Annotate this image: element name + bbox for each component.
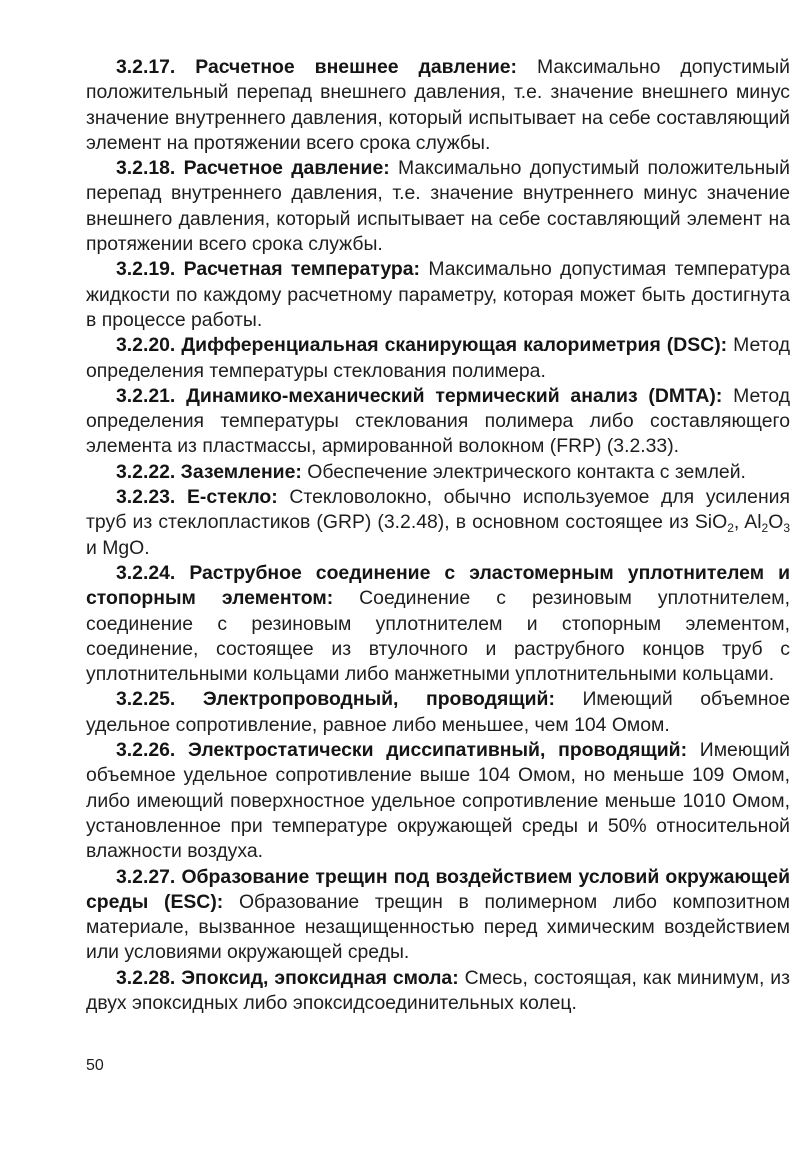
- definition-text: Максимально допустимый положительный перепад внутреннего давления, т.е. значение внутреннего минус значение внешнего давления, который испытывает на себе составляющий элемент на протяжении всего срока службы.: [86, 157, 791, 256]
- term-label: 3.2.19. Расчетная температура:: [116, 258, 420, 281]
- definition-text: и MgO.: [86, 536, 150, 559]
- definition-text: Смесь, состоящая, как минимум, из двух эпоксидных либо эпоксидсоединительных колец.: [86, 966, 790, 1014]
- definition-text: Обеспечение электрического контакта с землей.: [301, 460, 746, 483]
- definition-text: , Al: [733, 511, 762, 534]
- page-number: 50: [86, 1057, 104, 1074]
- term-label: 3.2.23. Е-стекло:: [116, 486, 278, 509]
- definition-3-2-23: [86, 485, 790, 561]
- definition-3-2-27: [86, 865, 790, 966]
- subscript: 2: [727, 521, 734, 536]
- definition-text: Максимально допустимая температура жидкости по каждому расчетному параметру, которая может быть достигнута в процессе работы.: [86, 258, 790, 331]
- term-label: 3.2.21. Динамико-механический термический анализ (DMTA):: [116, 384, 723, 407]
- term-label: 3.2.22. Заземление:: [116, 460, 302, 483]
- definition-3-2-28: [86, 966, 790, 1017]
- term-label: 3.2.20. Дифференциальная сканирующая калориметрия (DSC):: [116, 334, 728, 357]
- definition-text: Стекловолокно, обычно используемое для усиления труб из стеклопластиков (GRP) (3.2.48), в основном состоящее из SiO: [86, 486, 790, 534]
- definition-text: Имеющий объемное удельное сопротивление выше 104 Омом, но меньше 109 Омом, либо имеющий поверхностное удельное сопротивление меньше 1010 Омом, установленное при температуре окружающей среды и 50% относительной влажности воздуха.: [86, 739, 790, 863]
- definition-3-2-25: [86, 687, 790, 738]
- definition-text: Метод определения температуры стеклования полимера либо составляющего элемента из пластмассы, армированной волокном (FRP) (3.2.33).: [86, 384, 791, 458]
- definition-3-2-17: [86, 55, 790, 156]
- definition-text: Имеющий объемное удельное сопротивление, равное либо меньшее, чем 104 Омом.: [86, 688, 790, 736]
- document-body: [86, 55, 790, 1016]
- definition-text: Образование трещин в полимерном либо композитном материале, вызванное незащищенностью перед химическим воздействием или условиями окружающей среды.: [86, 890, 790, 964]
- definition-3-2-22: [86, 460, 790, 485]
- term-label: 3.2.28. Эпоксид, эпоксидная смола:: [116, 966, 459, 989]
- term-label: 3.2.27. Образование трещин под воздействием условий окружающей среды (ESC):: [86, 865, 790, 913]
- term-label: 3.2.17. Расчетное внешнее давление:: [116, 56, 518, 78]
- definition-text: Максимально допустимый положительный перепад внешнего давления, т.е. значение внешнего минус значение внутреннего давления, который испытывает на себе составляющий элемент на протяжении всего срока службы.: [86, 56, 791, 154]
- definition-3-2-19: [86, 257, 790, 333]
- definition-text: O: [768, 511, 784, 534]
- definition-3-2-18: [86, 156, 790, 257]
- term-label: 3.2.24. Раструбное соединение с эластомерным уплотнителем и стопорным элементом:: [86, 561, 790, 610]
- term-label: 3.2.18. Расчетное давление:: [116, 157, 390, 180]
- definition-3-2-26: [86, 738, 790, 864]
- subscript: 2: [761, 521, 769, 536]
- term-label: 3.2.25. Электропроводный, проводящий:: [116, 688, 555, 711]
- term-label: 3.2.26. Электростатически диссипативный, проводящий:: [116, 739, 688, 762]
- subscript: 3: [783, 521, 790, 536]
- definition-text: Соединение с резиновым уплотнителем, соединение с резиновым уплотнителем и стопорным элементом, соединение, состоящее из втулочного и раструбного концов труб с уплотнительными кольцами либо манжетными уплотнительными кольцами.: [86, 587, 791, 686]
- definition-text: Метод определения температуры стеклования полимера.: [86, 334, 791, 382]
- definition-3-2-21: [86, 384, 790, 460]
- definition-3-2-20: [86, 333, 790, 384]
- definition-3-2-24: [86, 561, 790, 687]
